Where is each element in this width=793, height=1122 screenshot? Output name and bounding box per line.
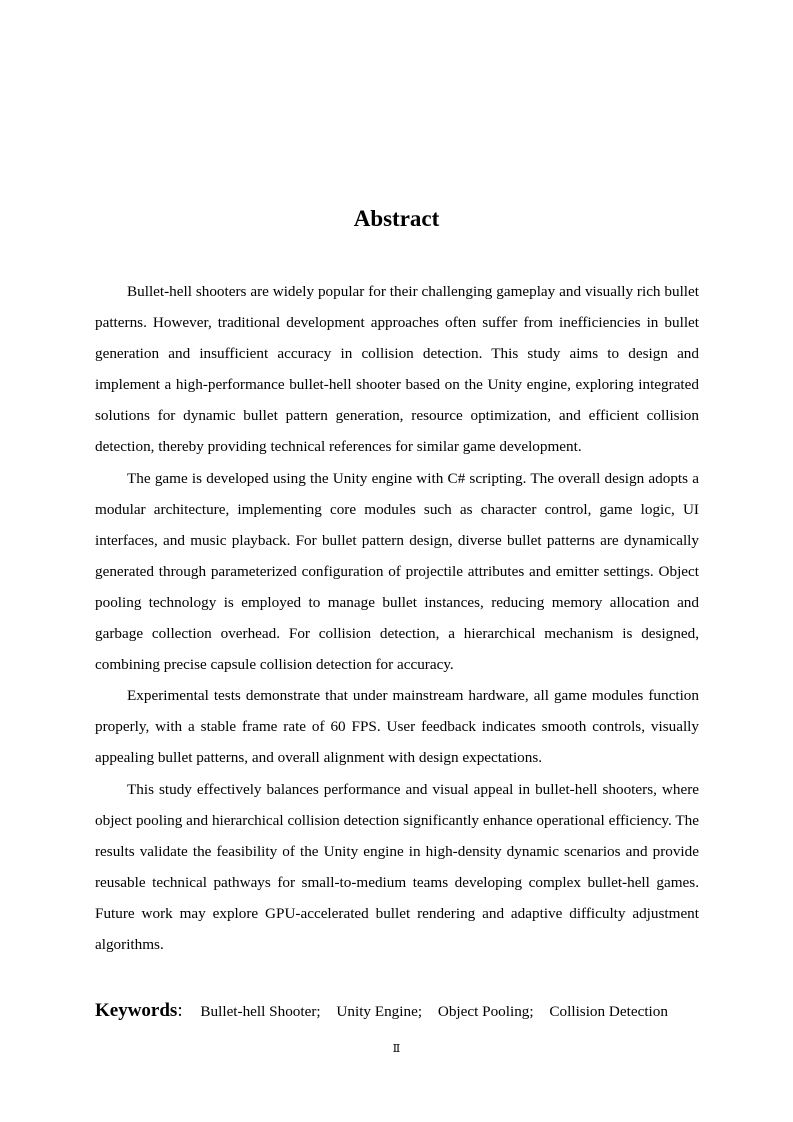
keyword: Collision Detection <box>549 1003 668 1020</box>
abstract-paragraph: This study effectively balances performance and visual appeal in bullet-hell shooters, where object pooling and hierarchical collision detection significantly enhance operational efficiency. The results validate the feasibility of the Unity engine in high-density dynamic scenarios and provide reusable technical pathways for small-to-medium teams developing complex bullet-hell games. Future work may explore GPU-accelerated bullet rendering and adaptive difficulty adjustment algorithms. <box>95 780 699 953</box>
keywords-label: Keywords <box>95 1000 178 1021</box>
keywords-line <box>95 1000 705 1022</box>
keyword: Unity Engine; <box>336 1003 423 1020</box>
abstract-paragraph: Bullet-hell shooters are widely popular for their challenging gameplay and visually rich bullet patterns. However, traditional development approaches often suffer from inefficiencies in bullet generation and insufficient accuracy in collision detection. This study aims to design and implement a high-performance bullet-hell shooter based on the Unity engine, exploring integrated solutions for dynamic bullet pattern generation, resource optimization, and efficient collision detection, thereby providing technical references for similar game development. <box>95 283 699 456</box>
abstract-paragraph: The game is developed using the Unity engine with C# scripting. The overall design adopts a modular architecture, implementing core modules such as character control, game logic, UI interfaces, and music playback. For bullet pattern design, diverse bullet patterns are dynamically generated through parameterized configuration of projectile attributes and emitter settings. Object pooling technology is employed to manage bullet instances, reducing memory allocation and garbage collection overhead. For collision detection, a hierarchical mechanism is designed, combining precise capsule collision detection for accuracy. <box>95 469 699 674</box>
abstract-body <box>95 276 699 960</box>
keyword: Object Pooling; <box>437 1003 534 1020</box>
abstract-title: Abstract <box>353 206 440 231</box>
keywords-colon: : <box>177 1000 183 1021</box>
keyword: Bullet-hell Shooter; <box>200 1003 321 1020</box>
page-number: Ⅱ <box>392 1043 401 1055</box>
abstract-paragraph: Experimental tests demonstrate that under mainstream hardware, all game modules function properly, with a stable frame rate of 60 FPS. User feedback indicates smooth controls, visually appealing bullet patterns, and overall alignment with design expectations. <box>95 687 699 767</box>
